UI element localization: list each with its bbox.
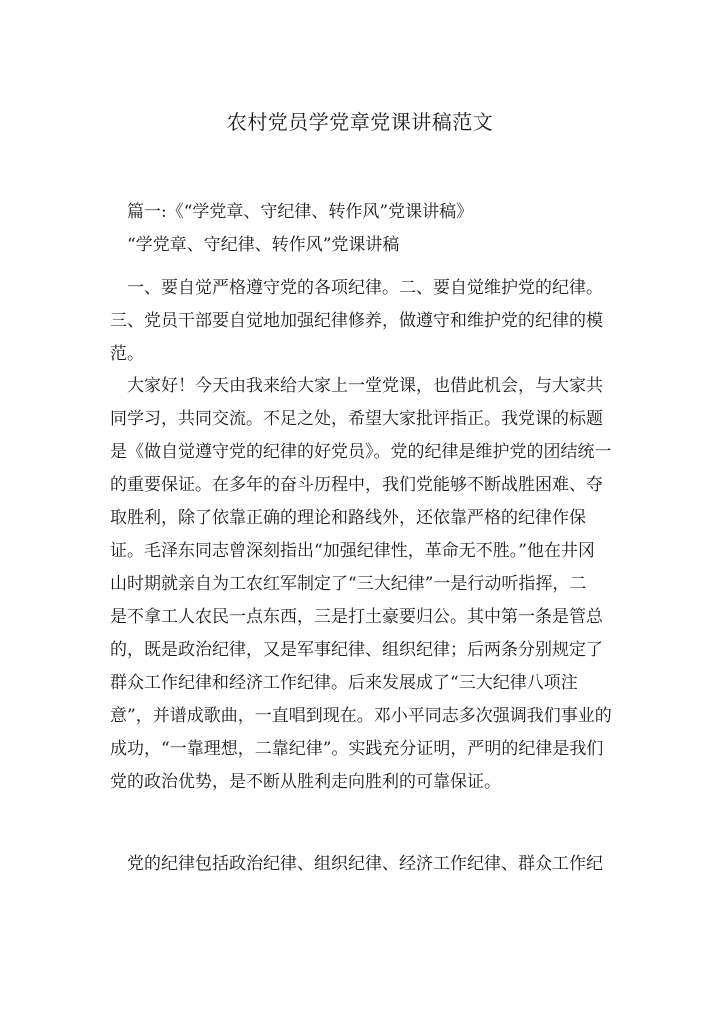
paragraph-line: 党的政治优势，是不断从胜利走向胜利的可靠保证。 xyxy=(110,772,501,792)
paragraph-line: 是不拿工人农民一点东西，三是打土豪要归公。其中第一条是管总 xyxy=(110,607,603,627)
paragraph-line: 大家好！今天由我来给大家上一堂党课，也借此机会，与大家共 xyxy=(127,376,603,396)
paragraph-3 xyxy=(110,848,610,881)
paragraph-line: 同学习，共同交流。不足之处，希望大家批评指正。我党课的标题 xyxy=(110,409,603,429)
paragraph-1 xyxy=(110,272,610,371)
paragraph-2 xyxy=(110,370,610,799)
paragraph-line: 群众工作纪律和经济工作纪律。后来发展成了“三大纪律八项注 xyxy=(110,673,578,693)
paragraph-line: 是《做自觉遵守党的纪律的好党员》。党的纪律是维护党的团结统一 xyxy=(110,442,612,462)
paragraph-line: 取胜利，除了依靠正确的理论和路线外，还依靠严格的纪律作保 xyxy=(110,508,586,528)
paragraph-line: 三、党员干部要自觉地加强纪律修养，做遵守和维护党的纪律的模 xyxy=(110,311,603,331)
section-heading xyxy=(110,196,610,229)
paragraph-line: 一、要自觉严格遵守党的各项纪律。二、要自觉维护党的纪律。 xyxy=(127,278,603,298)
paragraph-line: 范。 xyxy=(110,344,144,364)
subtitle xyxy=(110,229,610,262)
paragraph-line: 的，既是政治纪律，又是军事纪律、组织纪律；后两条分别规定了 xyxy=(110,640,603,660)
subtitle-text: “学党章、守纪律、转作风”党课讲稿 xyxy=(127,235,400,255)
paragraph-line: 意”，并谱成歌曲，一直唱到现在。邓小平同志多次强调我们事业的 xyxy=(110,706,612,726)
section-heading-text: 篇一:《“学党章、守纪律、转作风”党课讲稿》 xyxy=(127,202,474,222)
paragraph-line: 的重要保证。在多年的奋斗历程中，我们党能够不断战胜困难、夺 xyxy=(110,475,603,495)
paragraph-line: 证。毛泽东同志曾深刻指出“加强纪律性，革命无不胜。”他在井冈 xyxy=(110,541,595,561)
paragraph-line: 成功，“一靠理想，二靠纪律”。实践充分证明，严明的纪律是我们 xyxy=(110,739,604,759)
paragraph-line: 党的纪律包括政治纪律、组织纪律、经济工作纪律、群众工作纪 xyxy=(127,854,603,874)
paragraph-line: 山时期就亲自为工农红军制定了“三大纪律”一是行动听指挥，二 xyxy=(110,574,587,594)
document-title: 农村党员学党章党课讲稿范文 xyxy=(226,110,494,134)
